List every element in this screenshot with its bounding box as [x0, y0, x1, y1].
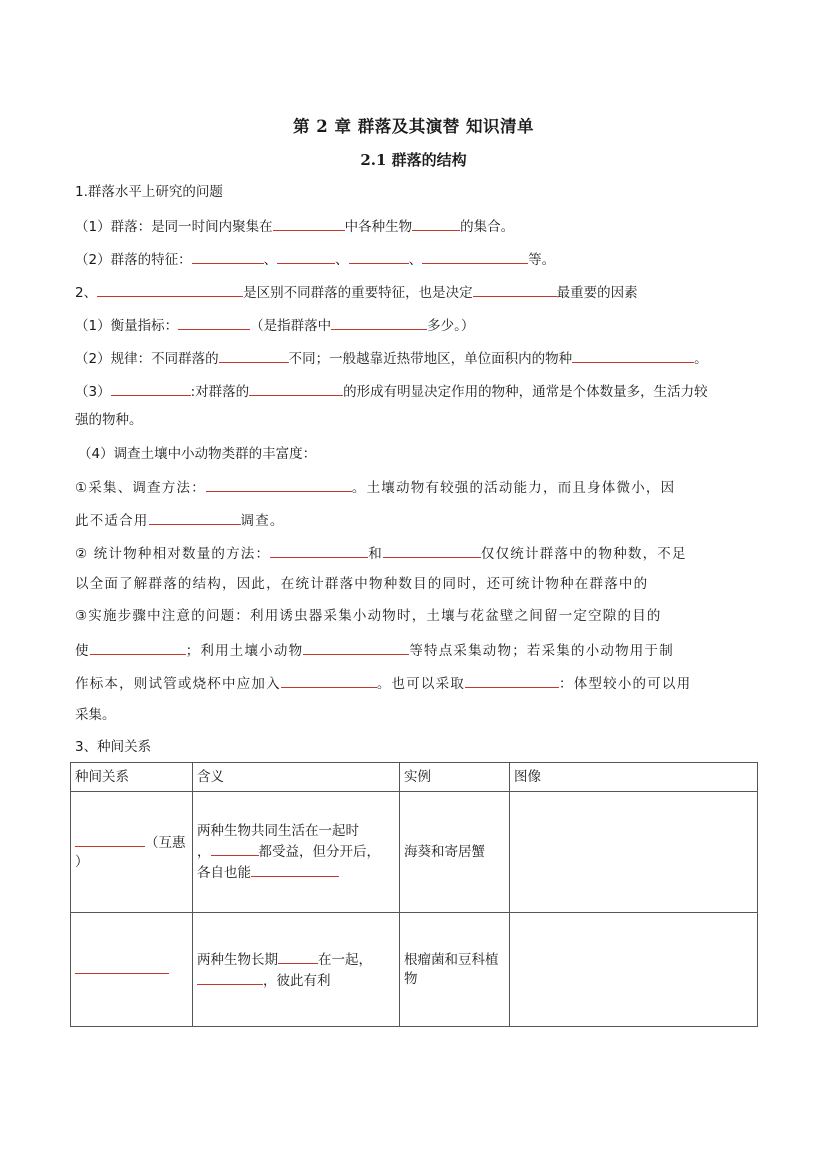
fill-blank[interactable] — [273, 216, 345, 231]
section-3-heading: 3、种间关系 — [75, 739, 152, 755]
header-meaning: 含义 — [193, 763, 400, 792]
fill-blank[interactable] — [111, 381, 191, 396]
header-example: 实例 — [400, 763, 510, 792]
meaning-cell: 两种生物共同生活在一起时 ， 都受益，但分开后， 各自也能 — [193, 792, 400, 913]
fill-blank[interactable] — [211, 841, 259, 856]
section-2-heading: 2、 是区别不同群落的重要特征，也是决定 最重要的因素 — [75, 282, 638, 302]
example-cell: 海葵和寄居蟹 — [400, 792, 510, 913]
fill-blank[interactable] — [75, 832, 145, 847]
fill-blank[interactable] — [412, 216, 460, 231]
example-cell: 根瘤菌和豆科植物 — [400, 913, 510, 1027]
soil-survey-heading: （4）调查土壤中小动物类群的丰富度： — [78, 446, 317, 462]
fill-blank[interactable] — [75, 959, 169, 974]
relation-name-cell — [71, 913, 193, 1027]
procedure-notes-line-3: 作标本，则试管或烧杯中应加入 。也可以采取 ：体型较小的可以用 — [75, 673, 691, 693]
document-title: 第 2 章 群落及其演替 知识清单 — [293, 117, 534, 136]
fill-blank[interactable] — [349, 249, 409, 264]
fill-blank[interactable] — [97, 282, 243, 297]
community-features-line: （2）群落的特征： 、 、 、 等。 — [75, 249, 555, 269]
fill-blank[interactable] — [251, 862, 339, 877]
rule-line: （2）规律：不同群落的 不同；一般越靠近热带地区，单位面积内的物种 。 — [75, 348, 708, 368]
fill-blank[interactable] — [383, 543, 481, 558]
procedure-notes-line-4: 采集。 — [75, 707, 116, 723]
dominant-species-line-cont: 强的物种。 — [75, 412, 143, 428]
meaning-cell: 两种生物长期 在一起， ，彼此有利 — [193, 913, 400, 1027]
count-method-line: ② 统计物种相对数量的方法： 和 仅仅统计群落中的物种数，不足 — [75, 543, 687, 563]
fill-blank[interactable] — [90, 640, 186, 655]
fill-blank[interactable] — [219, 348, 289, 363]
fill-blank[interactable] — [281, 673, 377, 688]
fill-blank[interactable] — [278, 949, 318, 964]
community-definition-line: （1）群落：是同一时间内聚集在 中各种生物 的集合。 — [75, 216, 514, 236]
collection-method-line-cont: 此不适合用 调查。 — [75, 510, 285, 530]
header-relation: 种间关系 — [71, 763, 193, 792]
fill-blank[interactable] — [270, 543, 368, 558]
fill-blank[interactable] — [422, 249, 528, 264]
header-image: 图像 — [510, 763, 758, 792]
fill-blank[interactable] — [249, 381, 343, 396]
fill-blank[interactable] — [178, 315, 250, 330]
section-1-heading: 1.群落水平上研究的问题 — [75, 184, 223, 200]
table-row — [71, 913, 758, 1027]
procedure-notes-line-2: 使 ；利用土壤小动物 等特点采集动物；若采集的小动物用于制 — [75, 640, 674, 660]
dominant-species-line: （3） :对群落的 的形成有明显决定作用的物种，通常是个体数量多，生活力较 — [75, 381, 708, 401]
fill-blank[interactable] — [197, 970, 263, 985]
table-row — [71, 792, 758, 913]
count-method-line-cont: 以全面了解群落的结构，因此，在统计群落中物种数目的同时，还可统计物种在群落中的 — [75, 576, 649, 592]
fill-blank[interactable] — [303, 640, 409, 655]
interspecific-relation-table — [70, 762, 758, 1027]
measure-index-line: （1）衡量指标： （是指群落中 多少。） — [75, 315, 474, 335]
fill-blank[interactable] — [206, 477, 352, 492]
fill-blank[interactable] — [277, 249, 335, 264]
image-cell — [510, 792, 758, 913]
fill-blank[interactable] — [473, 282, 557, 297]
relation-name-cell: （互惠 ） — [71, 792, 193, 913]
fill-blank[interactable] — [192, 249, 264, 264]
fill-blank[interactable] — [149, 510, 241, 525]
fill-blank[interactable] — [331, 315, 427, 330]
collection-method-line: ①采集、调查方法： 。土壤动物有较强的活动能力，而且身体微小，因 — [75, 477, 675, 497]
procedure-notes-line: ③实施步骤中注意的问题：利用诱虫器采集小动物时，土壤与花盆壁之间留一定空隙的目的 — [75, 608, 662, 624]
image-cell — [510, 913, 758, 1027]
fill-blank[interactable] — [465, 673, 559, 688]
section-subtitle: 2.1 群落的结构 — [360, 151, 467, 169]
fill-blank[interactable] — [572, 348, 694, 363]
table-header-row — [71, 763, 758, 792]
